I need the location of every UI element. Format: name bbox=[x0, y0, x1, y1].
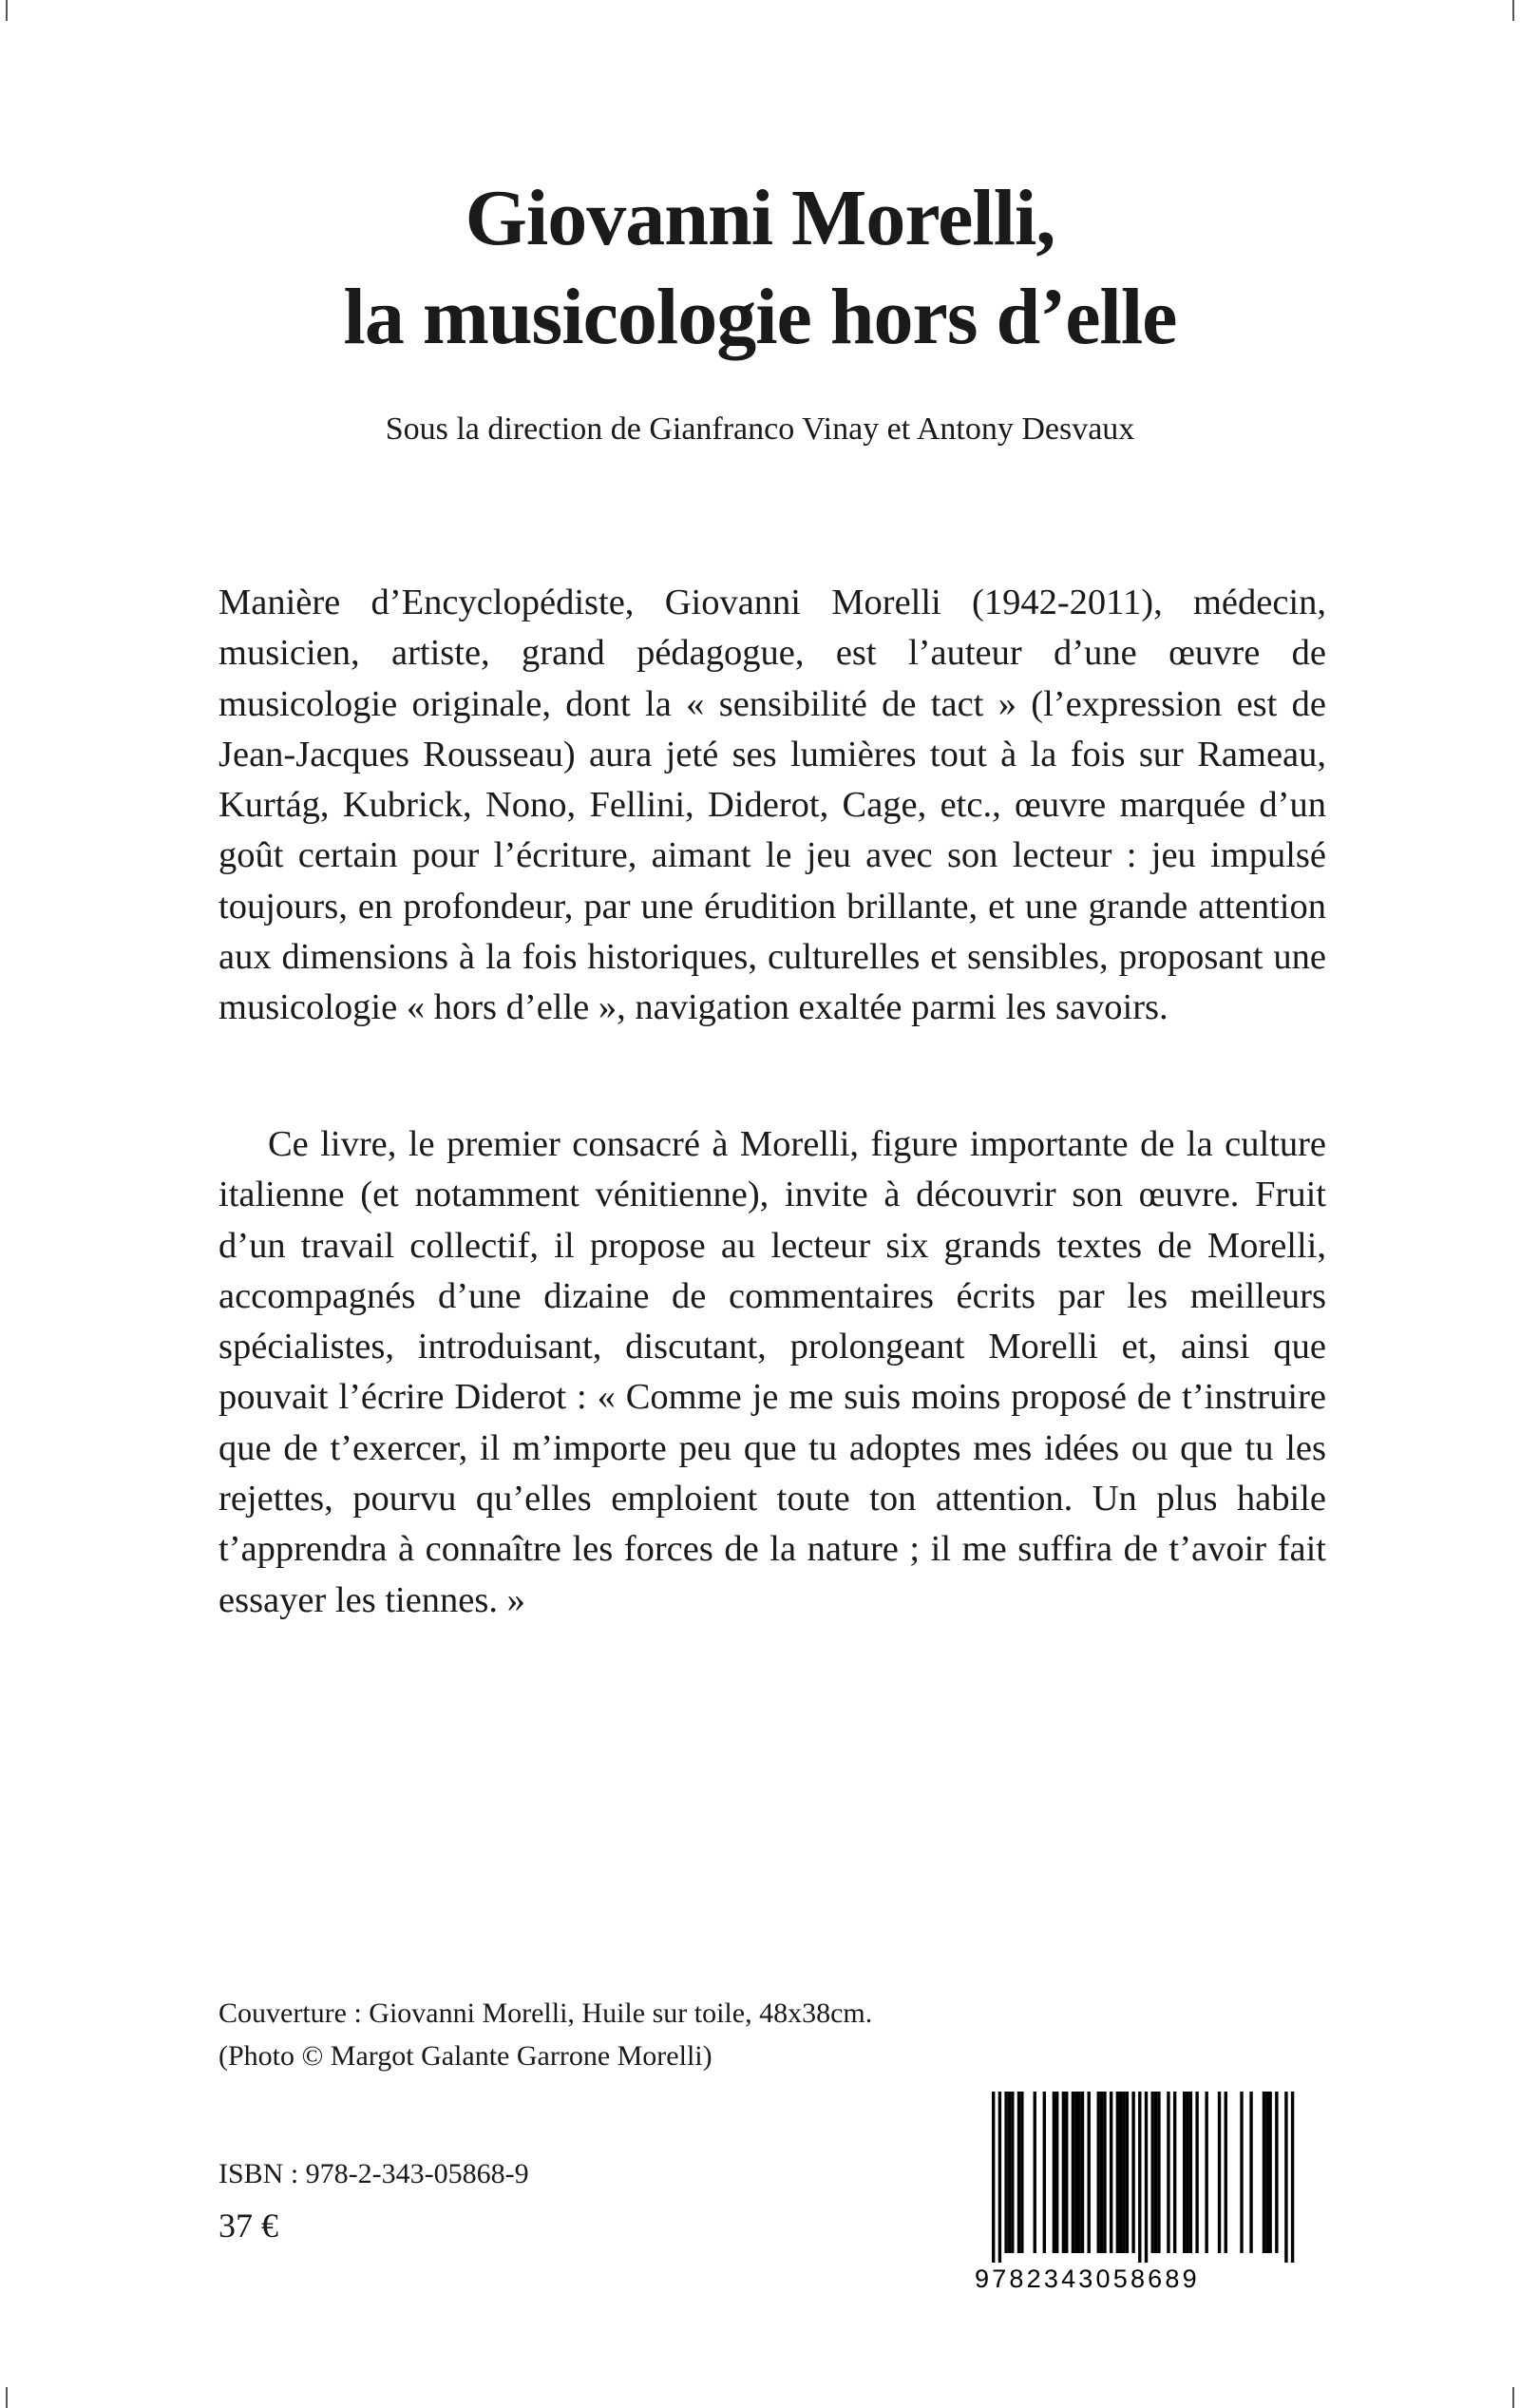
barcode-bar bbox=[1131, 2092, 1134, 2253]
barcode-bar bbox=[1020, 2092, 1023, 2253]
summary-paragraph-1: Manière d’Encyclopédiste, Giovanni Morelli (1942-2011), médecin, musicien, artiste, grand pédagogue, est l’auteur d’une œuvre de musicologie originale, dont la « sensibilité de tact » (l’expression est de Jean-Jacques Rousseau) aura jeté ses lumières tout à la fois sur Rameau, Kurtág, Kubrick, Nono, Fellini, Diderot, Cage, etc., œuvre marquée d’un goût certain pour l’écriture, aimant le jeu avec son lecteur : jeu impulsé toujours, en profondeur, par une érudition brillante, et une grande attention aux dimensions à la fois historiques, culturelles et sensibles, proposant une musicologie « hors d’elle », navigation exaltée parmi les savoirs. bbox=[218, 583, 1326, 1028]
barcode-bar bbox=[1072, 2092, 1074, 2253]
barcode-bar bbox=[992, 2092, 995, 2263]
barcode-bar bbox=[1284, 2092, 1287, 2263]
barcode bbox=[965, 2086, 1330, 2295]
barcode-bar bbox=[1263, 2092, 1265, 2253]
barcode-bar bbox=[1122, 2092, 1125, 2253]
barcode-bar bbox=[1183, 2092, 1186, 2253]
barcode-bar bbox=[1008, 2092, 1011, 2253]
cover-credits bbox=[218, 1992, 872, 2077]
barcode-bar bbox=[1145, 2092, 1148, 2263]
barcode-bar bbox=[1062, 2092, 1065, 2253]
barcode-bar bbox=[1173, 2092, 1176, 2253]
barcode-bar bbox=[1053, 2092, 1055, 2253]
barcode-bar bbox=[1240, 2092, 1243, 2253]
barcode-bar bbox=[1189, 2092, 1192, 2253]
barcode-bar bbox=[1126, 2092, 1129, 2253]
barcode-bar bbox=[1110, 2092, 1112, 2253]
barcode-bar bbox=[1195, 2092, 1198, 2253]
barcode-bar bbox=[1249, 2092, 1252, 2253]
barcode-bar bbox=[1103, 2092, 1106, 2253]
barcode-bar bbox=[998, 2092, 1001, 2263]
crop-mark-bottom-left bbox=[6, 2387, 8, 2408]
barcode-bar bbox=[1116, 2092, 1119, 2253]
photo-credit-line: (Photo © Margot Galante Garrone Morelli) bbox=[218, 2040, 712, 2072]
barcode-bar bbox=[1186, 2092, 1188, 2253]
barcode-bar bbox=[1119, 2092, 1122, 2253]
cover-credit-line: Couverture : Giovanni Morelli, Huile sur toile, 48x38cm. bbox=[218, 1997, 873, 2029]
barcode-bar bbox=[1265, 2092, 1268, 2253]
barcode-bar bbox=[1097, 2092, 1100, 2253]
barcode-bar bbox=[1205, 2092, 1207, 2253]
barcode-digits: 9782343058689 bbox=[975, 2265, 1200, 2293]
book-title bbox=[0, 169, 1520, 367]
barcode-bar bbox=[1154, 2092, 1157, 2253]
barcode-bar bbox=[1151, 2092, 1154, 2253]
barcode-bar bbox=[1017, 2092, 1020, 2253]
barcode-bar bbox=[1004, 2092, 1007, 2253]
price-label: 37 € bbox=[218, 2207, 278, 2245]
crop-mark-top-right bbox=[1512, 0, 1514, 21]
barcode-bar bbox=[1043, 2092, 1046, 2253]
book-title-line-2: la musicologie hors d’elle bbox=[343, 273, 1177, 361]
barcode-bar bbox=[1275, 2092, 1278, 2253]
barcode-bar bbox=[1138, 2092, 1141, 2263]
barcode-bar bbox=[1268, 2092, 1271, 2253]
barcode-bar bbox=[1157, 2092, 1160, 2253]
barcode-bar bbox=[1065, 2092, 1068, 2253]
barcode-bar bbox=[1055, 2092, 1058, 2253]
barcode-bar bbox=[1100, 2092, 1103, 2253]
barcode-bar bbox=[1167, 2092, 1169, 2253]
barcode-bar bbox=[1081, 2092, 1084, 2253]
barcode-bar bbox=[1218, 2092, 1221, 2253]
barcode-bar bbox=[1074, 2092, 1077, 2253]
crop-mark-bottom-right bbox=[1512, 2387, 1514, 2408]
isbn-number: ISBN : 978-2-343-05868-9 bbox=[218, 2158, 529, 2189]
crop-mark-top-left bbox=[6, 0, 8, 21]
barcode-bar bbox=[1291, 2092, 1294, 2263]
summary-paragraph-2: Ce livre, le premier consacré à Morelli, figure importante de la culture italienne (et notamment vénitienne), invite à découvrir son œuvre. Fruit d’un travail collectif, il propose au lecteur six grands textes de Morelli, accompagnés d’une dizaine de commentaires écrits par les meilleurs spécialistes, introduisant, discutant, prolongeant Morelli et, ainsi que pouvait l’écrire Diderot : « Comme je me suis moins proposé de t’instruire que de t’exercer, il m’importe peu que tu adoptes mes idées ou que tu les rejettes, pourvu qu’elles emploient toute ton attention. Un plus habile t’apprendra à connaître les forces de la nature ; il me suffira de t’avoir fait essayer les tiennes. » bbox=[218, 1124, 1326, 1620]
barcode-bar bbox=[1088, 2092, 1091, 2253]
barcode-bar bbox=[1034, 2092, 1036, 2253]
barcode-bar bbox=[1225, 2092, 1227, 2253]
book-title-line-1: Giovanni Morelli, bbox=[465, 174, 1055, 262]
barcode-bar bbox=[1077, 2092, 1080, 2253]
editors-subtitle: Sous la direction de Gianfranco Vinay et Antony Desvaux bbox=[385, 411, 1135, 447]
barcode-bar bbox=[1011, 2092, 1014, 2253]
